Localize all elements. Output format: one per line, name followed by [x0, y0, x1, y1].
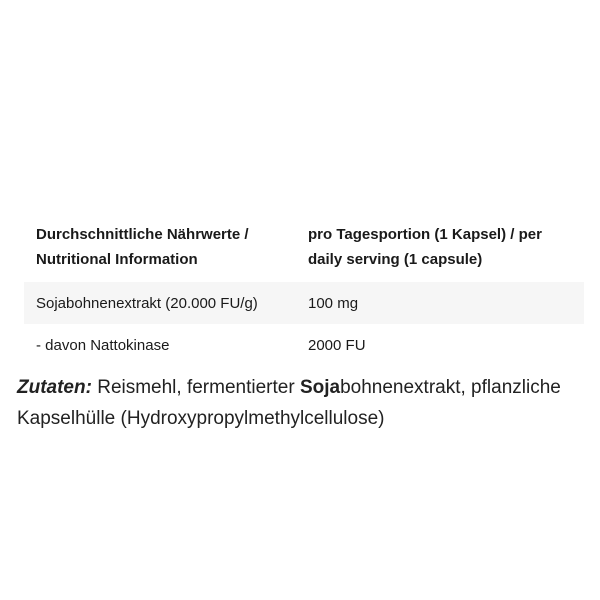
row-nutrient-name: Sojabohnenextrakt (20.000 FU/g): [36, 294, 258, 312]
header-serving-line1: pro Tagesportion (1 Kapsel) / per: [308, 226, 542, 243]
table-header-row: [24, 212, 584, 282]
header-nutrient-line1: Durchschnittliche Nährwerte /: [36, 226, 249, 243]
header-nutrient-line2: Nutritional Information: [36, 251, 198, 268]
nutrition-table: [24, 212, 584, 366]
header-nutrient-column: [24, 222, 296, 272]
row-nutrient-value: 100 mg: [308, 294, 359, 312]
row-nutrient-name: - davon Nattokinase: [36, 336, 170, 354]
row-nutrient-value: 2000 FU: [308, 336, 366, 354]
ingredients-part1: Reismehl, fermentierter: [91, 377, 300, 398]
ingredients-text: [17, 372, 592, 434]
ingredients-part2: bohnenextrakt, pflanzliche Kapselhülle (Hydroxypropylmethylcellulose): [17, 377, 561, 429]
allergen-highlight: Soja: [299, 377, 341, 398]
header-serving-column: [296, 222, 584, 272]
table-row: [24, 324, 584, 366]
ingredients-label: Zutaten:: [17, 377, 92, 398]
header-serving-line2: daily serving (1 capsule): [308, 251, 483, 268]
table-row: [24, 282, 584, 324]
